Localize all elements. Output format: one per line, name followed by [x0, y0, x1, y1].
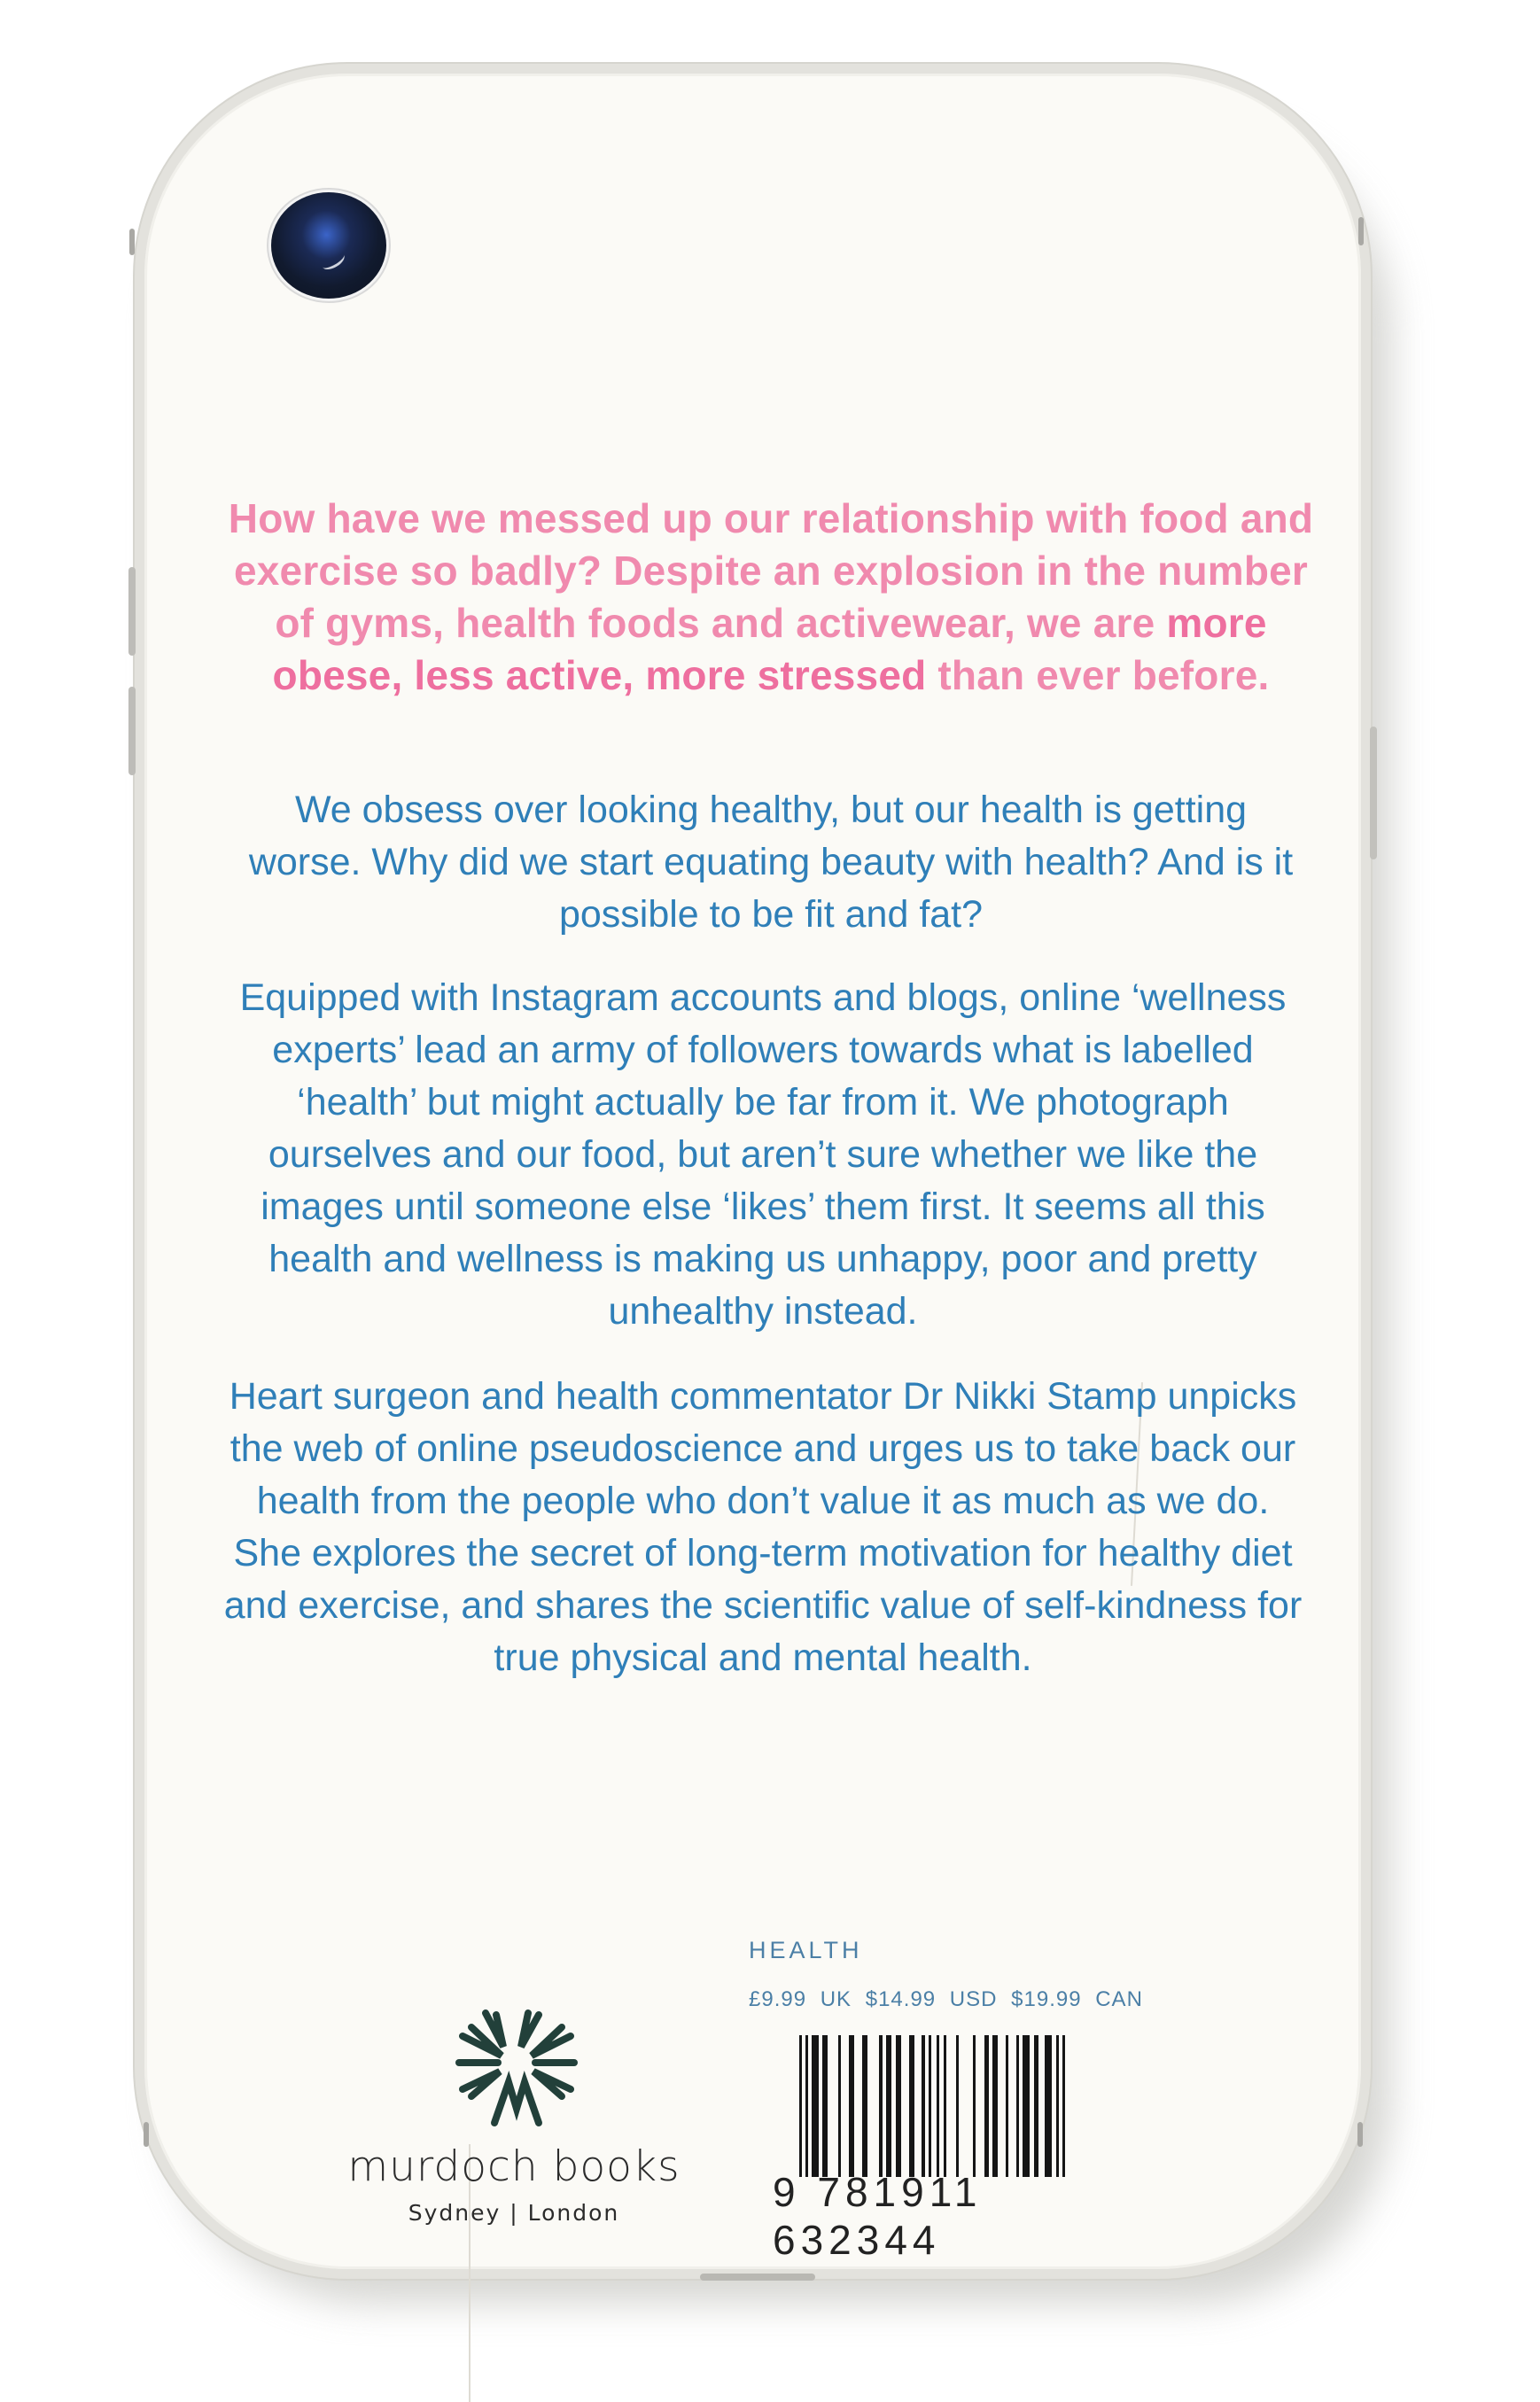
barcode-bars [799, 2035, 1127, 2177]
publisher-cities: Sydney | London [408, 2200, 620, 2226]
lead-emphasis: more obese, less active, more stressed [272, 600, 1267, 698]
isbn-barcode [764, 2035, 1136, 2263]
bottom-antenna-left [144, 2122, 149, 2147]
isbn-number: 9 781911 632344 [773, 2169, 983, 2263]
right-antenna-band [1358, 217, 1364, 245]
left-switch [129, 229, 135, 255]
bottom-antenna-right [1357, 2122, 1363, 2147]
publisher-name: murdoch books [347, 2142, 681, 2191]
volume-up-button [128, 567, 136, 656]
power-button [1370, 727, 1377, 859]
price-list: £9.99 UK $14.99 USD $19.99 CAN [749, 1987, 1143, 2011]
lead-paragraph [213, 493, 1329, 702]
lead-text: How have we messed up our relationship with food and exercise so badly? Despite an explosion in the number of gyms, health foods and activewear, we are [228, 495, 1314, 646]
lead-text-end: than ever before. [926, 652, 1270, 698]
body-paragraph-3: Heart surgeon and health commentator Dr Nikki Stamp unpicks the web of online pseudoscience and urges us to take back our health from the people who don’t value it as much as we do. She explores the secret of long-term motivation for healthy diet and exercise, and shares the scientific value of self-kindness for true physical and mental health. [223, 1375, 1303, 1679]
body-paragraph-2: Equipped with Instagram accounts and blogs, online ‘wellness experts’ lead an army of followers towards what is labelled ‘health’ but might actually be far from it. We photograph ourselves and our food, but aren’t sure whether we like the images until someone else ‘likes’ them first. It seems all this health and wellness is making us unhappy, poor and pretty unhealthy instead. [239, 976, 1287, 1333]
murdoch-books-logo-icon [452, 2001, 580, 2129]
body-paragraph-1: We obsess over looking healthy, but our health is getting worse. Why did we start equating beauty with health? And is it possible to be fit and fat? [248, 789, 1294, 936]
category-label: HEALTH [749, 1937, 863, 1963]
camera-lens-icon [271, 192, 386, 299]
bottom-port [700, 2274, 815, 2281]
volume-down-button [128, 687, 136, 775]
